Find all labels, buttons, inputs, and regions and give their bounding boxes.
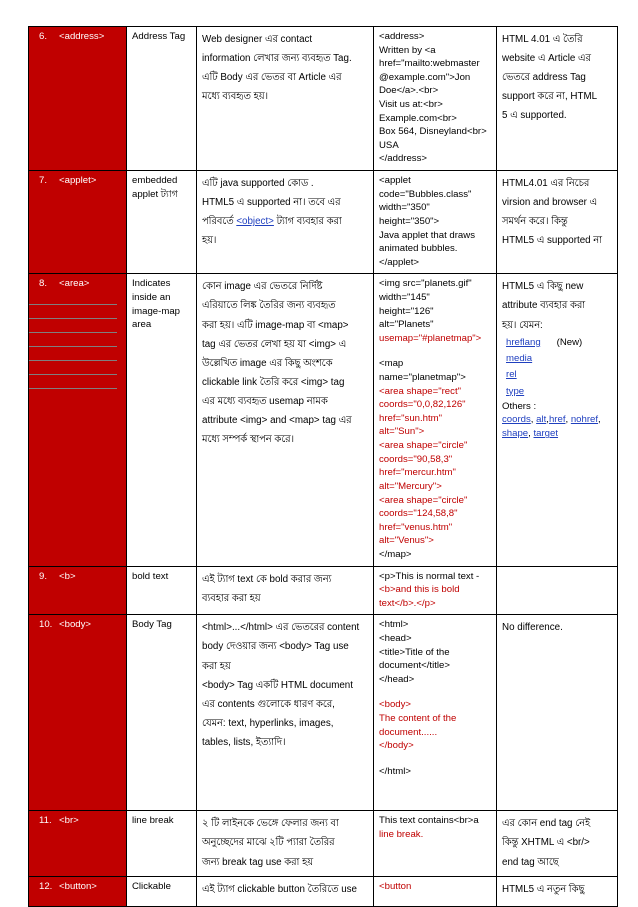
code-line: animated bubbles. (379, 243, 458, 255)
code-line: </address> (379, 153, 428, 165)
description-line: অনুচ্ছেদের মাঝে ২টি প্যারা তৈরির (202, 837, 335, 849)
description-line: এটি java supported কোড . (202, 178, 314, 190)
code-line: Written by <a (379, 44, 436, 56)
code-line: href="mailto:webmaster (379, 58, 480, 70)
code-line: Visit us at:<br> (379, 99, 443, 111)
description-line: এই ট্যাগ clickable button তৈরিতে use (202, 883, 357, 895)
tag-cell (29, 274, 127, 566)
separator: , (598, 414, 601, 426)
description-line: কোন image এর ভেতরে নির্দিষ্ট (202, 281, 323, 293)
notes-line: HTML4.01 এর নিচের (502, 178, 590, 190)
code-line: <button (379, 880, 412, 892)
code-line: Box 564, Disneyland<br> (379, 126, 487, 138)
code-line: width="145" (379, 291, 430, 303)
description-line: মধ্যে সম্পর্ক স্থাপন করে। (202, 434, 295, 446)
notes-cell (497, 27, 618, 171)
object-tag-link[interactable]: <object> (236, 216, 274, 228)
example-cell (374, 876, 497, 906)
attribute-link[interactable]: coords (502, 414, 531, 426)
notes-cell (497, 876, 618, 906)
description-line: tables, lists, ইত্যাদি। (202, 736, 286, 748)
notes-line: support করে না, HTML (502, 91, 598, 103)
attribute-link[interactable]: type (506, 385, 525, 397)
table-row (29, 27, 618, 171)
new-attributes-list (502, 335, 612, 400)
others-label: Others : (502, 400, 537, 412)
notes-line: 5 এ supported. (502, 110, 567, 122)
notes-line: HTML5 এ নতুন কিছু (502, 883, 585, 895)
notes-cell (497, 171, 618, 274)
tag-title: line break (132, 815, 174, 827)
code-line (379, 686, 491, 698)
attribute-link[interactable]: media (506, 352, 533, 364)
rule-line (29, 333, 117, 347)
separator: , (565, 414, 571, 426)
description-line: করা হয় (202, 660, 231, 672)
description-line: উল্লেখিত image এর কিছু অংশকে (202, 357, 333, 369)
table-row (29, 615, 618, 811)
description-line: এটি Body এর ভেতর বা Article এর (202, 72, 342, 84)
rule-line (29, 291, 117, 305)
description-line: Web designer এর contact (202, 34, 313, 45)
code-line: alt="Venus"> (379, 535, 434, 547)
tag-name: <b> (59, 570, 76, 582)
description-cell (197, 27, 374, 171)
code-line: </head> (379, 673, 415, 685)
tag-title: Address Tag (132, 31, 186, 42)
table-row (29, 566, 618, 615)
tag-title: Indicates inside an image-map area (132, 278, 180, 331)
attribute-link[interactable]: alt (536, 414, 547, 426)
description-line: ব্যবহার করা হয় (202, 592, 261, 604)
notes-line: HTML 4.01 এ তৈরি (502, 34, 583, 45)
notes-line: হয়। যেমন: (502, 319, 543, 331)
description-line: tag এর ভেতর লেখা হয় যা <img> এ (202, 338, 347, 350)
code-line: Example.com<br> (379, 112, 457, 124)
tag-cell (29, 876, 127, 906)
code-line: coords="90,58,3" (379, 453, 453, 465)
name-cell (127, 876, 197, 906)
cell-rules (39, 291, 121, 389)
tag-title: bold text (132, 570, 169, 582)
description-cell (197, 811, 374, 876)
description-line: body দেওয়ার জন্য <body> Tag use (202, 641, 349, 653)
rule-line (29, 305, 117, 319)
notes-line: HTML5 এ কিছু new (502, 281, 584, 293)
attribute-item (502, 384, 612, 400)
row-number: 11. (39, 815, 52, 827)
description-text: ট্যাগ ব্যবহার করা (273, 216, 342, 228)
code-line: coords="124,58,8" (379, 508, 458, 520)
example-cell (374, 566, 497, 615)
table-row (29, 811, 618, 876)
html-tags-table (28, 26, 618, 907)
description-line: এই ট্যাগ text কে bold করার জন্য (202, 573, 332, 585)
code-line: line break. (379, 828, 424, 840)
name-cell (127, 27, 197, 171)
name-cell (127, 566, 197, 615)
description-line: মধ্যে ব্যবহৃত হয়। (202, 91, 268, 103)
example-cell (374, 615, 497, 811)
attribute-link[interactable]: href (548, 414, 566, 426)
notes-cell (497, 274, 618, 566)
separator: , (530, 414, 537, 426)
code-line: <body> (379, 699, 412, 711)
code-line: <address> (379, 31, 425, 42)
tag-name: <address> (59, 31, 105, 42)
row-number: 10. (39, 619, 53, 631)
code-line: alt="Mercury"> (379, 480, 442, 492)
code-line: <applet (379, 175, 411, 187)
tag-name: <br> (59, 815, 79, 827)
code-line: href="venus.htm" (379, 521, 453, 533)
code-line: <head> (379, 632, 412, 644)
code-line: </body> (379, 740, 414, 752)
tag-title: embedded applet ট্যাগ (132, 175, 178, 200)
code-line: <title>Title of the (379, 646, 450, 658)
notes-line: সমর্থন করে। কিন্তু (502, 216, 568, 228)
attribute-item (502, 367, 612, 383)
description-line (202, 212, 368, 231)
table-row (29, 274, 618, 566)
row-number: 12. (39, 880, 53, 892)
description-line: এরিয়াতে লিঙ্ক তৈরির জন্য ব্যবহৃত (202, 300, 336, 312)
code-line: usemap="#planetmap"> (379, 332, 482, 344)
code-line: <b>and this is bold (379, 584, 460, 596)
code-line: <area shape="circle" (379, 440, 468, 452)
row-number: 6. (39, 31, 48, 42)
tag-cell (29, 27, 127, 171)
code-line: coords="0,0,82,126" (379, 399, 466, 411)
tag-cell (29, 566, 127, 615)
code-line: </map> (379, 548, 412, 560)
description-line: <body> Tag একটি HTML document (202, 679, 353, 691)
code-line: text</b>.</p> (379, 597, 436, 609)
code-line: width="350" (379, 202, 430, 214)
code-line: <area shape="rect" (379, 385, 462, 397)
tag-title: Body Tag (132, 619, 172, 631)
tag-cell (29, 811, 127, 876)
code-line: <p>This is normal text - (379, 570, 480, 582)
tag-name: <applet> (59, 175, 97, 187)
description-cell (197, 171, 374, 274)
notes-line: No difference. (502, 622, 563, 634)
code-line: href="sun.htm" (379, 412, 443, 424)
row-number: 8. (39, 278, 48, 290)
code-line: name="planetmap"> (379, 372, 466, 384)
attribute-link[interactable]: hreflang (506, 336, 541, 348)
notes-line: HTML5 এ supported না (502, 235, 602, 247)
name-cell (127, 811, 197, 876)
attribute-item (502, 351, 612, 367)
code-line: code="Bubbles.class" (379, 188, 472, 200)
example-cell (374, 27, 497, 171)
description-cell (197, 566, 374, 615)
description-line: জন্য break tag use করা হয় (202, 856, 313, 868)
rule-line (29, 375, 117, 389)
name-cell (127, 615, 197, 811)
table-row (29, 876, 618, 906)
attribute-link[interactable]: nohref (570, 414, 599, 426)
example-cell (374, 171, 497, 274)
separator: , (546, 414, 549, 426)
rule-line (29, 361, 117, 375)
example-cell (374, 274, 497, 566)
name-cell (127, 274, 197, 566)
notes-line: ভেতরে address Tag (502, 72, 586, 84)
description-cell (197, 876, 374, 906)
code-line: </applet> (379, 256, 420, 268)
description-line: হয়। (202, 235, 217, 247)
code-line: height="350"> (379, 215, 440, 227)
code-line: USA (379, 139, 399, 151)
code-line: <img src="planets.gif" (379, 278, 472, 290)
description-line: clickable link তৈরি করে <img> tag (202, 376, 345, 388)
notes-cell (497, 615, 618, 811)
code-line: <html> (379, 619, 409, 631)
code-line: Java applet that draws (379, 229, 475, 241)
separator: , (528, 428, 534, 440)
table-row (29, 171, 618, 274)
attribute-link[interactable]: shape (502, 428, 529, 440)
description-line: ২ টি লাইনকে ভেঙ্গে ফেলার জন্য বা (202, 818, 339, 830)
description-line: এর মধ্যে ব্যবহৃত usemap নামক (202, 395, 328, 407)
description-line: যেমন: text, hyperlinks, images, (202, 717, 334, 729)
code-line: Doe</a>.<br> (379, 85, 439, 97)
tag-title: Clickable (132, 880, 171, 892)
notes-line: attribute ব্যবহার করা (502, 300, 586, 312)
code-line: The content of the (379, 713, 457, 725)
description-line: এর contents গুলোকে ধারণ করে, (202, 698, 335, 710)
tag-cell (29, 171, 127, 274)
notes-cell (497, 566, 618, 615)
notes-line: virsion and browser এ (502, 197, 598, 209)
notes-line: কিন্তু XHTML এ <br/> (502, 837, 590, 849)
notes-cell (497, 811, 618, 876)
code-line: document...... (379, 726, 438, 738)
row-number: 7. (39, 175, 48, 187)
notes-line: এর কোন end tag নেই (502, 818, 591, 830)
name-cell (127, 171, 197, 274)
code-line: alt="Planets" (379, 319, 434, 331)
attribute-link[interactable]: target (533, 428, 559, 440)
attribute-item (502, 335, 612, 351)
tag-name: <area> (59, 278, 90, 290)
code-line (379, 753, 491, 765)
code-line: href="mercur.htm" (379, 467, 456, 479)
row-number: 9. (39, 570, 48, 582)
code-line: height="126" (379, 305, 434, 317)
description-line: information লেখার জন্য ব্যবহৃত Tag. (202, 53, 352, 65)
code-line: document</title> (379, 660, 450, 672)
description-line: <html>...</html> এর ভেতরের content (202, 622, 360, 634)
new-label: (New) (556, 336, 583, 348)
code-line: <area shape="circle" (379, 494, 468, 506)
description-line: HTML5 এ supported না। তবে এর (202, 197, 341, 209)
notes-line: end tag আছে (502, 856, 559, 868)
code-line (379, 345, 491, 357)
code-line: alt="Sun"> (379, 426, 425, 438)
description-cell (197, 615, 374, 811)
description-text: পরিবর্তে (202, 216, 237, 228)
description-line: attribute <img> and <map> tag এর (202, 415, 352, 427)
others-list (502, 413, 612, 440)
code-line: @example.com">Jon (379, 71, 471, 83)
tag-name: <body> (59, 619, 92, 631)
tag-name: <button> (59, 880, 97, 892)
notes-line: website এ Article এর (502, 53, 591, 65)
code-line: <map (379, 358, 404, 370)
rule-line (29, 347, 117, 361)
example-cell (374, 811, 497, 876)
code-line: This text contains<br>a (379, 815, 479, 827)
description-line: করা হয়। এটি image-map বা <map> (202, 319, 349, 331)
rule-line (29, 319, 117, 333)
attribute-link[interactable]: rel (506, 369, 517, 381)
code-line: </html> (379, 765, 411, 777)
description-cell (197, 274, 374, 566)
tag-cell (29, 615, 127, 811)
